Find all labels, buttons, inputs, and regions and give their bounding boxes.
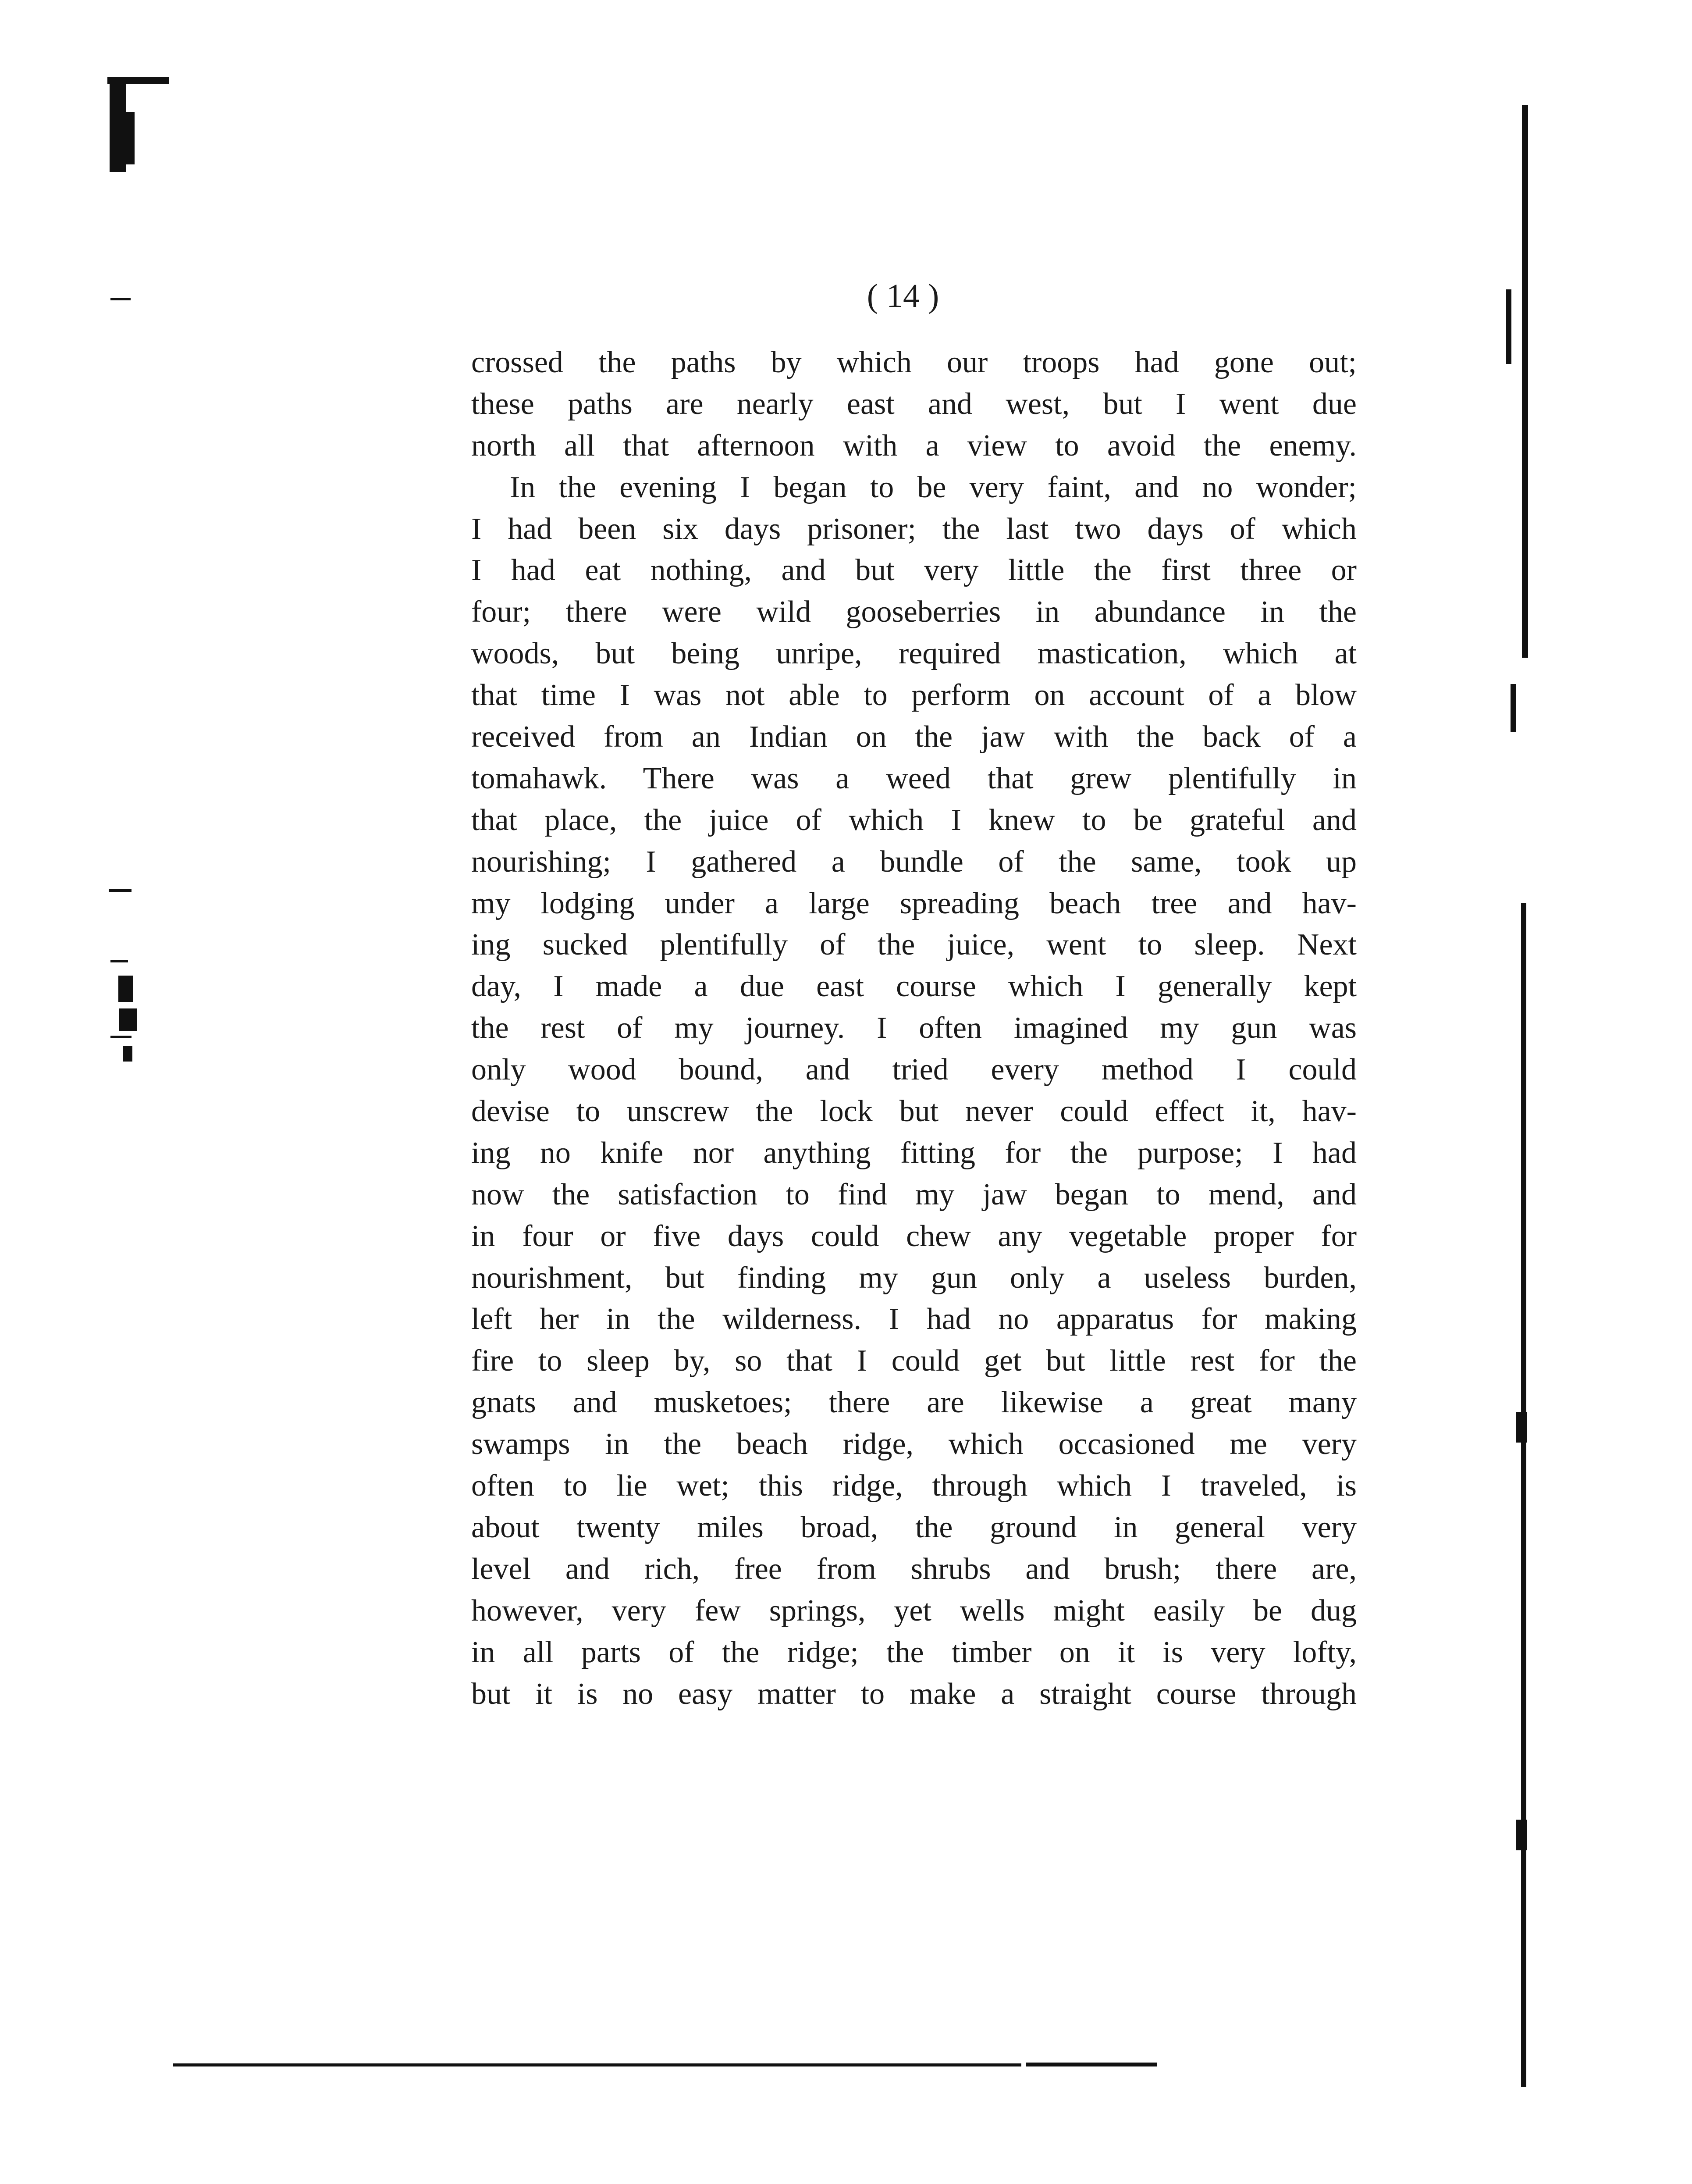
text-line: about twenty miles broad, the ground in general very: [471, 1510, 1357, 1544]
text-line: crossed the paths by which our troops had gone out;: [471, 346, 1357, 379]
edge-rule: [1522, 105, 1528, 658]
binding-mark: [110, 1036, 132, 1038]
text-line: level and rich, free from shrubs and brush; there are,: [471, 1552, 1357, 1586]
text-line: the rest of my journey. I often imagined my gun was: [471, 1011, 1357, 1045]
text-line: woods, but being unripe, required mastication, which at: [471, 637, 1357, 671]
text-line: devise to unscrew the lock but never could effect it, hav-: [471, 1094, 1357, 1129]
bottom-edge-rule: [173, 2063, 1021, 2066]
text-line: In the evening I began to be very faint, and no wonder;: [510, 470, 1357, 504]
binding-mark: [110, 960, 128, 962]
text-line: four; there were wild gooseberries in abundance in the: [471, 595, 1357, 629]
binding-mark: [119, 1008, 137, 1031]
page-number: ( 14 ): [867, 278, 939, 314]
binding-mark: [110, 84, 126, 172]
edge-mark: [1516, 1820, 1527, 1850]
text-line: tomahawk. There was a weed that grew plentifully in: [471, 761, 1357, 795]
text-line: in all parts of the ridge; the timber on it is very lofty,: [471, 1635, 1357, 1669]
edge-mark: [1506, 289, 1511, 364]
text-line: swamps in the beach ridge, which occasioned me very: [471, 1427, 1357, 1461]
text-line: received from an Indian on the jaw with the back of a: [471, 720, 1357, 754]
text-line: but it is no easy matter to make a straight course through: [471, 1677, 1357, 1711]
binding-mark: [118, 976, 133, 1002]
text-line: I had eat nothing, and but very little the first three or: [471, 553, 1357, 588]
text-line: in four or five days could chew any vegetable proper for: [471, 1219, 1357, 1253]
binding-mark: [125, 112, 135, 164]
text-line: day, I made a due east course which I generally kept: [471, 969, 1357, 1004]
body-text: [471, 342, 1357, 1715]
text-line: left her in the wilderness. I had no apparatus for making: [471, 1302, 1357, 1336]
edge-mark: [1516, 1412, 1527, 1443]
text-line: that time I was not able to perform on account of a blow: [471, 678, 1357, 713]
text-line: only wood bound, and tried every method I could: [471, 1053, 1357, 1087]
text-line: nourishment, but finding my gun only a useless burden,: [471, 1261, 1357, 1295]
text-line: gnats and musketoes; there are likewise a great many: [471, 1386, 1357, 1420]
edge-rule: [1521, 903, 1526, 2087]
binding-mark: [110, 298, 131, 300]
text-line: north all that afternoon with a view to avoid the enemy.: [471, 428, 1357, 463]
text-line: ing no knife nor anything fitting for the purpose; I had: [471, 1136, 1357, 1170]
text-line: often to lie wet; this ridge, through which I traveled, is: [471, 1469, 1357, 1503]
text-line: I had been six days prisoner; the last two days of which: [471, 512, 1357, 546]
edge-mark: [1511, 684, 1516, 732]
binding-mark: [107, 77, 169, 84]
text-line: ing sucked plentifully of the juice, went to sleep. Next: [471, 928, 1357, 962]
text-line: however, very few springs, yet wells might easily be dug: [471, 1593, 1357, 1628]
text-line: my lodging under a large spreading beach tree and hav-: [471, 886, 1357, 920]
text-line: nourishing; I gathered a bundle of the same, took up: [471, 844, 1357, 879]
text-line: fire to sleep by, so that I could get but little rest for the: [471, 1344, 1357, 1378]
text-line: these paths are nearly east and west, but I went due: [471, 387, 1357, 421]
bottom-edge-rule: [1026, 2063, 1157, 2066]
binding-mark: [109, 889, 132, 892]
text-line: now the satisfaction to find my jaw began to mend, and: [471, 1177, 1357, 1211]
binding-mark: [123, 1046, 132, 1062]
text-line: that place, the juice of which I knew to be grateful and: [471, 803, 1357, 837]
